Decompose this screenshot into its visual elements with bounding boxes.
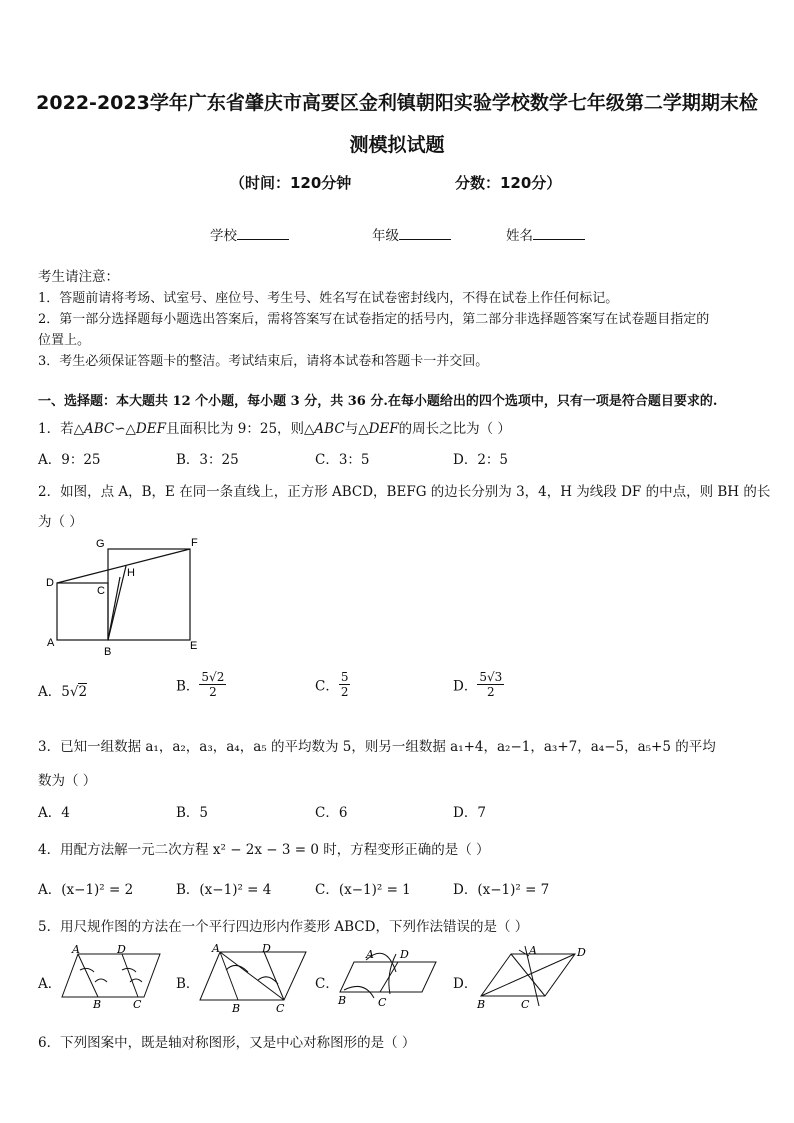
q2-option-a[interactable]: A．5√2 xyxy=(38,684,88,700)
grade-label: 年级 xyxy=(372,228,399,244)
q5-figure-c xyxy=(336,942,446,1012)
notice-item: 位置上。 xyxy=(38,333,91,348)
pt-d: D xyxy=(117,943,126,956)
pt-a: A xyxy=(212,942,220,955)
exam-title-line2: 测模拟试题 xyxy=(349,134,445,156)
pt-d: D xyxy=(577,946,586,959)
grade-field[interactable] xyxy=(372,224,451,244)
q2-stem-line2: 为（ ） xyxy=(38,514,83,530)
label-b: B xyxy=(104,646,112,658)
label-d: D xyxy=(46,577,54,589)
label-c: C xyxy=(97,585,105,597)
exam-title-line1: 2022-2023学年广东省肇庆市高要区金利镇朝阳实验学校数学七年级第二学期期末检 xyxy=(36,92,758,114)
q5-option-c[interactable]: C． xyxy=(315,976,339,992)
label-h: H xyxy=(127,567,135,579)
q4-option-c[interactable]: C．(x−1)² = 1 xyxy=(315,882,411,898)
exam-time: （时间：120分钟 xyxy=(230,174,352,192)
pt-c: C xyxy=(521,998,530,1011)
q3-option-b[interactable]: B．5 xyxy=(176,805,209,821)
notice-item: 1．答题前请将考场、试室号、座位号、考生号、姓名写在试卷密封线内，不得在试卷上作任何标记。 xyxy=(38,291,619,306)
q4-option-a[interactable]: A．(x−1)² = 2 xyxy=(38,882,134,898)
q5-option-d[interactable]: D． xyxy=(453,976,478,992)
q3-option-c[interactable]: C．6 xyxy=(315,805,348,821)
q5-figure-b xyxy=(198,940,313,1015)
pt-d: D xyxy=(400,948,409,961)
name-label: 姓名 xyxy=(506,228,533,244)
label-g: G xyxy=(96,538,105,550)
pt-c: C xyxy=(133,998,142,1011)
q5-figure-a xyxy=(60,942,170,1012)
q3-stem-line2: 数为（ ） xyxy=(38,773,97,789)
label-a: A xyxy=(47,637,55,649)
pt-c: C xyxy=(276,1002,285,1015)
pt-b: B xyxy=(232,1002,241,1015)
school-field[interactable] xyxy=(210,224,289,244)
pt-a: A xyxy=(72,943,80,956)
notice-item: 2．第一部分选择题每小题选出答案后，需将答案写在试卷指定的括号内，第二部分非选择题答案写在试卷题目指定的 xyxy=(38,312,710,327)
q5-figure-d xyxy=(475,940,595,1015)
square-befg xyxy=(108,549,190,640)
q2-stem-line1: 2．如图，点 A，B，E 在同一条直线上，正方形 ABCD，BEFG 的边长分别为 3，4，H 为线段 DF 的中点，则 BH 的长 xyxy=(38,484,771,500)
school-label: 学校 xyxy=(210,228,237,244)
notice-item: 3．考生必须保证答题卡的整洁。考试结束后，请将本试卷和答题卡一并交回。 xyxy=(38,354,489,369)
pt-a: A xyxy=(529,944,537,957)
pt-c: C xyxy=(378,996,387,1009)
pt-b: B xyxy=(477,998,486,1011)
q2-option-d[interactable]: D． $\frac{5√3}{2}$ xyxy=(453,670,503,699)
q5-stem: 5．用尺规作图的方法在一个平行四边形内作菱形 ABCD，下列作法错误的是（ ） xyxy=(38,919,529,935)
pt-b: B xyxy=(338,994,347,1007)
exam-score: 分数：120分） xyxy=(455,174,562,192)
q1-option-a[interactable]: A．9：25 xyxy=(38,452,101,468)
q3-option-a[interactable]: A．4 xyxy=(38,805,70,821)
label-f: F xyxy=(191,537,198,549)
q1-stem: 1．若△ABC∽△DEF且面积比为 9：25，则△ABC与△DEF的周长之比为（ ） xyxy=(38,421,511,437)
notice-heading: 考生请注意： xyxy=(38,269,119,285)
name-field[interactable] xyxy=(506,224,585,244)
q4-option-b[interactable]: B．(x−1)² = 4 xyxy=(176,882,272,898)
pt-d: D xyxy=(262,942,271,955)
section-heading: 一、选择题：本大题共 12 个小题，每小题 3 分，共 36 分.在每小题给出的四个选项中，只有一项是符合题目要求的. xyxy=(38,394,718,409)
q2-option-b[interactable]: B． $\frac{5√2}{2}$ xyxy=(176,670,225,699)
q5-option-a[interactable]: A． xyxy=(38,976,62,992)
q4-stem: 4．用配方法解一元二次方程 x² − 2x − 3 = 0 时，方程变形正确的是（ ） xyxy=(38,842,490,858)
q1-option-b[interactable]: B．3：25 xyxy=(176,452,239,468)
q1-option-d[interactable]: D．2：5 xyxy=(453,452,509,468)
q2-option-c[interactable]: C． $\frac{5}{2}$ xyxy=(315,670,349,699)
q6-stem: 6．下列图案中，既是轴对称图形，又是中心对称图形的是（ ） xyxy=(38,1035,416,1051)
label-e: E xyxy=(190,640,198,652)
q4-option-d[interactable]: D．(x−1)² = 7 xyxy=(453,882,550,898)
q3-option-d[interactable]: D．7 xyxy=(453,805,486,821)
q3-stem-line1: 3．已知一组数据 a₁，a₂，a₃，a₄，a₅ 的平均数为 5，则另一组数据 a₁+4，a₂−1，a₃+7，a₄−5，a₅+5 的平均 xyxy=(38,739,716,755)
q1-option-c[interactable]: C．3：5 xyxy=(315,452,370,468)
pt-a: A xyxy=(366,948,374,961)
q5-option-b[interactable]: B． xyxy=(176,976,200,992)
q2-figure xyxy=(40,535,210,660)
pt-b: B xyxy=(93,998,102,1011)
